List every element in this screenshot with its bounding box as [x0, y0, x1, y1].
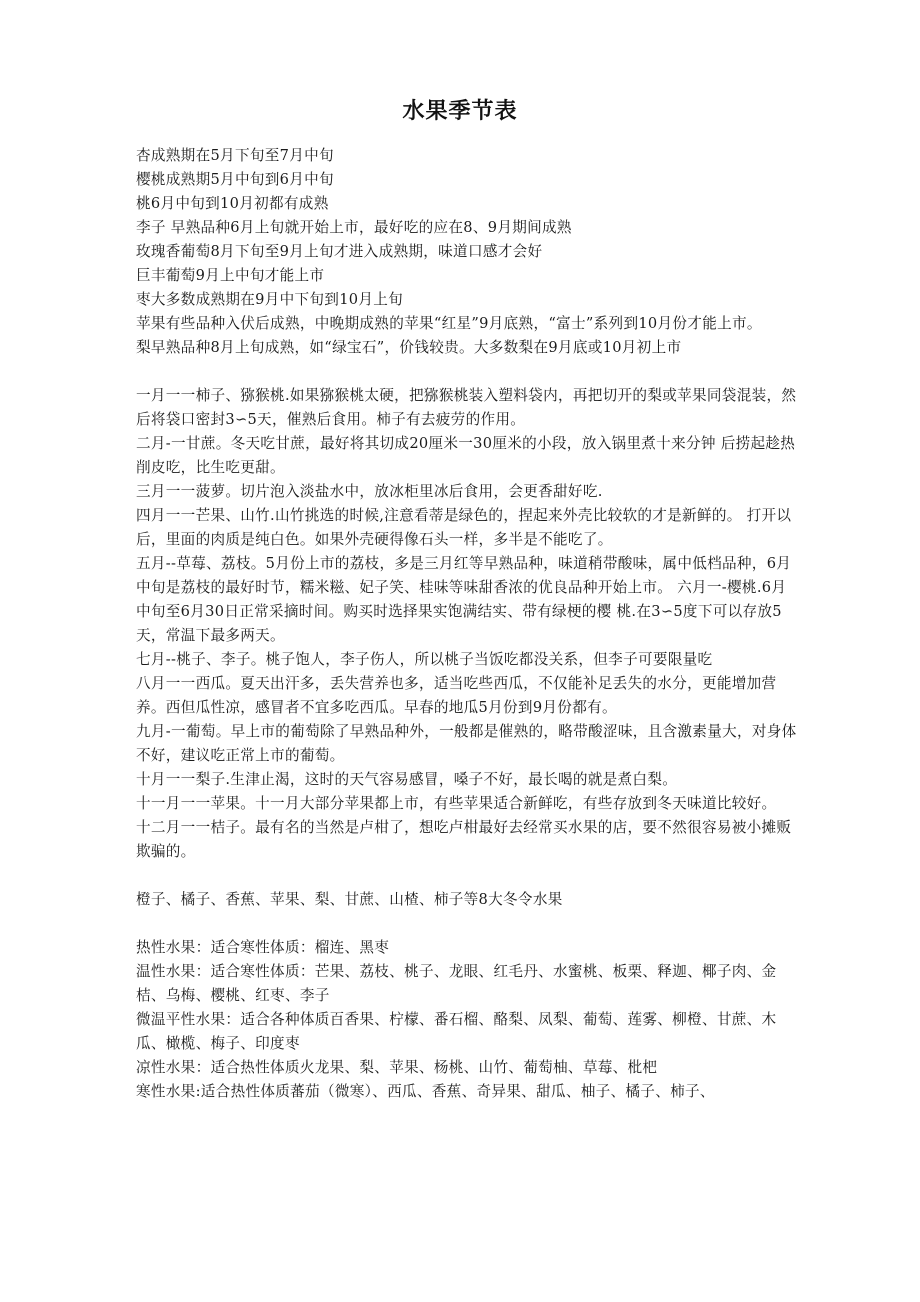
paragraph-february: 二月-一甘蔗。冬天吃甘蔗，最好将其切成20厘米一30厘米的小段，放入锅里煮十来分钟 后捞起趁热削皮吃，比生吃更甜。: [136, 435, 796, 476]
fruit-nature-section: [136, 936, 800, 1104]
paragraph-cold-fruits: 寒性水果:适合热性体质蕃茄（微寒）、西瓜、香蕉、奇异果、甜瓜、柚子、橘子、柿子、: [136, 1083, 715, 1100]
winter-fruit-section: [136, 888, 800, 912]
monthly-fruit-section: [136, 384, 800, 864]
paragraph-december: 十二月一一桔子。最有名的当然是卢柑了，想吃卢柑最好去经常买水果的店，要不然很容易被小摊贩欺骗的。: [136, 819, 792, 860]
paragraph-may-june: 五月--草莓、荔枝。5月份上市的荔枝，多是三月红等早熟品种，味道稍带酸味，属中低档品种，6月中旬是荔枝的最好时节，糯米糍、妃子笑、桂味等味甜香浓的优良品种开始上市。 六月一-樱桃.6月中旬至6月30日正常采摘时间。购买时选择果实饱满结实、带有绿梗的樱 桃.在3∽5度下可以存放5天，常温下最多两天。: [136, 555, 792, 644]
section-spacer: [136, 360, 800, 384]
document-title: 水果季节表: [402, 99, 518, 124]
paragraph-winter-fruits: 橙子、橘子、香蕉、苹果、梨、甘蔗、山楂、柿子等8大冬令水果: [136, 891, 563, 908]
paragraph-apricot: 杏成熟期在5月下旬至7月中旬: [136, 147, 334, 164]
paragraph-kyoho-grape: 巨丰葡萄9月上中旬才能上市: [136, 267, 325, 284]
paragraph-muscat-grape: 玫瑰香葡萄8月下旬至9月上旬才进入成熟期，味道口感才会好: [136, 243, 543, 260]
paragraph-apple: 苹果有些品种入伏后成熟，中晚期成熟的苹果“红星”9月底熟，“富士”系列到10月份才能上市。: [136, 315, 762, 332]
paragraph-october: 十月一一梨子.生津止渴，这时的天气容易感冒，嗓子不好，最长喝的就是煮白梨。: [136, 771, 678, 788]
paragraph-january: 一月一一柿子、猕猴桃.如果猕猴桃太硬，把猕猴桃装入塑料袋内，再把切开的梨或苹果同袋混装，然后将袋口密封3∽5天，催熟后食用。柿子有去疲劳的作用。: [136, 387, 797, 428]
section-spacer: [136, 864, 800, 888]
paragraph-jujube: 枣大多数成熟期在9月中下旬到10月上旬: [136, 291, 404, 308]
paragraph-august: 八月一一西瓜。夏天出汗多，丢失营养也多，适当吃些西瓜，不仅能补足丢失的水分，更能增加营养。西但瓜性凉，感冒者不宜多吃西瓜。早春的地瓜5月份到9月份都有。: [136, 675, 777, 716]
document-body: [136, 144, 800, 1104]
ripening-period-section: [136, 144, 800, 360]
paragraph-march: 三月一一菠萝。切片泡入淡盐水中，放冰柜里冰后食用，会更香甜好吃.: [136, 483, 603, 500]
paragraph-pear: 梨早熟品种8月上旬成熟，如“绿宝石”，价钱较贵。大多数梨在9月底或10月初上市: [136, 339, 682, 356]
paragraph-cool-fruits: 凉性水果：适合热性体质火龙果、梨、苹果、杨桃、山竹、葡萄柚、草莓、枇杷: [136, 1059, 658, 1076]
paragraph-warm-fruits: 温性水果：适合寒性体质：芒果、荔枝、桃子、龙眼、红毛丹、水蜜桃、板栗、释迦、椰子肉、金桔、乌梅、樱桃、红枣、李子: [136, 963, 777, 1004]
paragraph-hot-fruits: 热性水果：适合寒性体质：榴连、黑枣: [136, 939, 390, 956]
paragraph-november: 十一月一一苹果。十一月大部分苹果都上市，有些苹果适合新鲜吃，有些存放到冬天味道比较好。: [136, 795, 777, 812]
paragraph-april: 四月一一芒果、山竹.山竹挑选的时候,注意看蒂是绿色的，捏起来外壳比较软的才是新鲜的。 打开以后，里面的肉质是纯白色。如果外壳硬得像石头一样，多半是不能吃了。: [136, 507, 792, 548]
paragraph-september: 九月-一葡萄。早上市的葡萄除了早熟品种外，一般都是催熟的，略带酸涩味，且含激素量大，对身体不好，建议吃正常上市的葡萄。: [136, 723, 797, 764]
paragraph-cherry: 樱桃成熟期5月中旬到6月中旬: [136, 171, 334, 188]
paragraph-july: 七月--桃子、李子。桃子饱人，李子伤人，所以桃子当饭吃都没关系，但李子可要限量吃: [136, 651, 713, 668]
paragraph-neutral-fruits: 微温平性水果：适合各种体质百香果、柠檬、番石榴、酪梨、凤梨、葡萄、莲雾、柳橙、甘蔗、木瓜、橄榄、梅子、印度枣: [136, 1011, 777, 1052]
paragraph-peach: 桃6月中旬到10月初都有成熟: [136, 195, 329, 212]
paragraph-plum: 李子 早熟品种6月上旬就开始上市，最好吃的应在8、9月期间成熟: [136, 219, 572, 236]
section-spacer: [136, 912, 800, 936]
